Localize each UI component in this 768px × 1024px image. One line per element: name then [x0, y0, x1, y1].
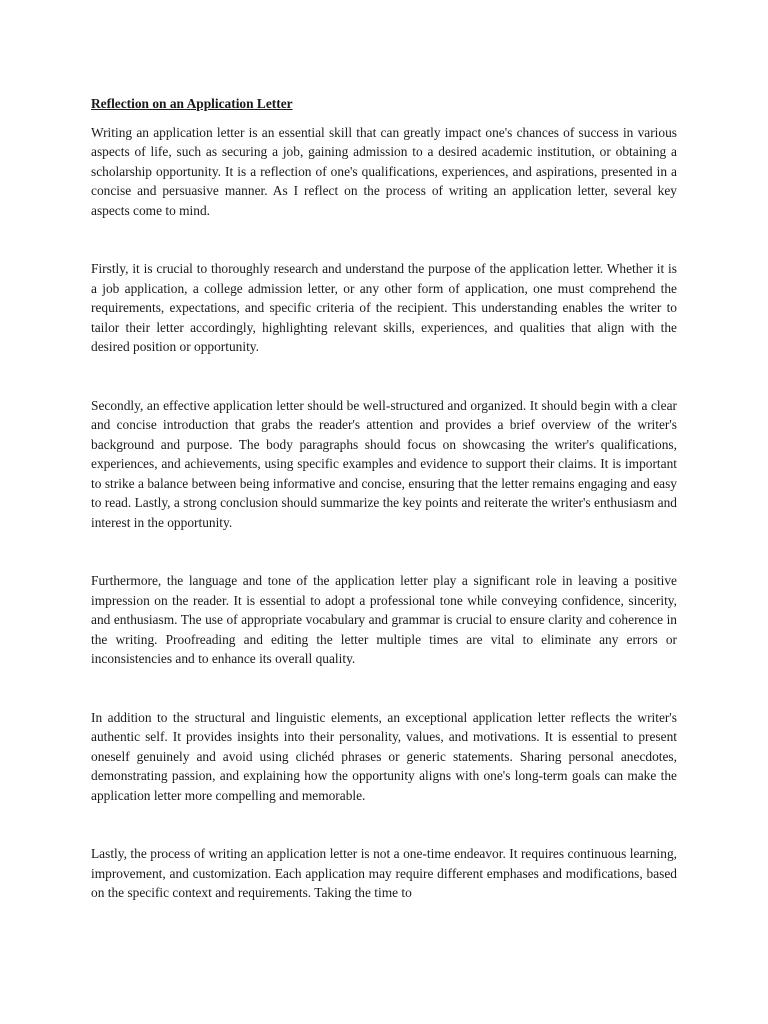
paragraph-authenticity: In addition to the structural and linguistic elements, an exceptional application letter reflects the writer's authentic self. It provides insights into their personality, values, and motivations. It is essential to present oneself genuinely and avoid using clichéd phrases or generic statements. Sharing personal anecdotes, demonstrating passion, and explaining how the opportunity aligns with one's long-term goals can make the application letter more compelling and memorable. — [91, 709, 677, 803]
paragraph-intro: Writing an application letter is an essential skill that can greatly impact one's chances of success in various aspects of life, such as securing a job, gaining admission to a desired academic institution, or obtaining a scholarship opportunity. It is a reflection of one's qualifications, experiences, and aspirations, presented in a concise and persuasive manner. As I reflect on the process of writing an application letter, several key aspects come to mind. — [91, 124, 677, 218]
document-page — [91, 94, 677, 902]
paragraph-continuous-learning: Lastly, the process of writing an application letter is not a one-time endeavor. It requires continuous learning, improvement, and customization. Each application may require different emphases and modifications, based on the specific context and requirements. Taking the time to — [91, 846, 677, 900]
paragraph-structure: Secondly, an effective application letter should be well-structured and organized. It should begin with a clear and concise introduction that grabs the reader's attention and provides a brief overview of the writer's background and purpose. The body paragraphs should focus on showcasing the writer's qualifications, experiences, and achievements, using specific examples and evidence to support their claims. It is important to strike a balance between being informative and concise, ensuring that the letter remains engaging and easy to read. Lastly, a strong conclusion should summarize the key points and reiterate the writer's enthusiasm and interest in the opportunity. — [91, 397, 677, 530]
paragraph-research: Firstly, it is crucial to thoroughly research and understand the purpose of the application letter. Whether it is a job application, a college admission letter, or any other form of application, one must comprehend the requirements, expectations, and specific criteria of the recipient. This understanding enables the writer to tailor their letter accordingly, highlighting relevant skills, experiences, and qualities that align with the desired position or opportunity. — [91, 261, 677, 354]
document-title: Reflection on an Application Letter — [91, 96, 293, 111]
paragraph-language-tone: Furthermore, the language and tone of the application letter play a significant role in leaving a positive impression on the reader. It is essential to adopt a professional tone while conveying confidence, sincerity, and enthusiasm. The use of appropriate vocabulary and grammar is crucial to ensure clarity and coherence in the writing. Proofreading and editing the letter multiple times are vital to eliminate any errors or inconsistencies and to enhance its overall quality. — [91, 573, 677, 666]
